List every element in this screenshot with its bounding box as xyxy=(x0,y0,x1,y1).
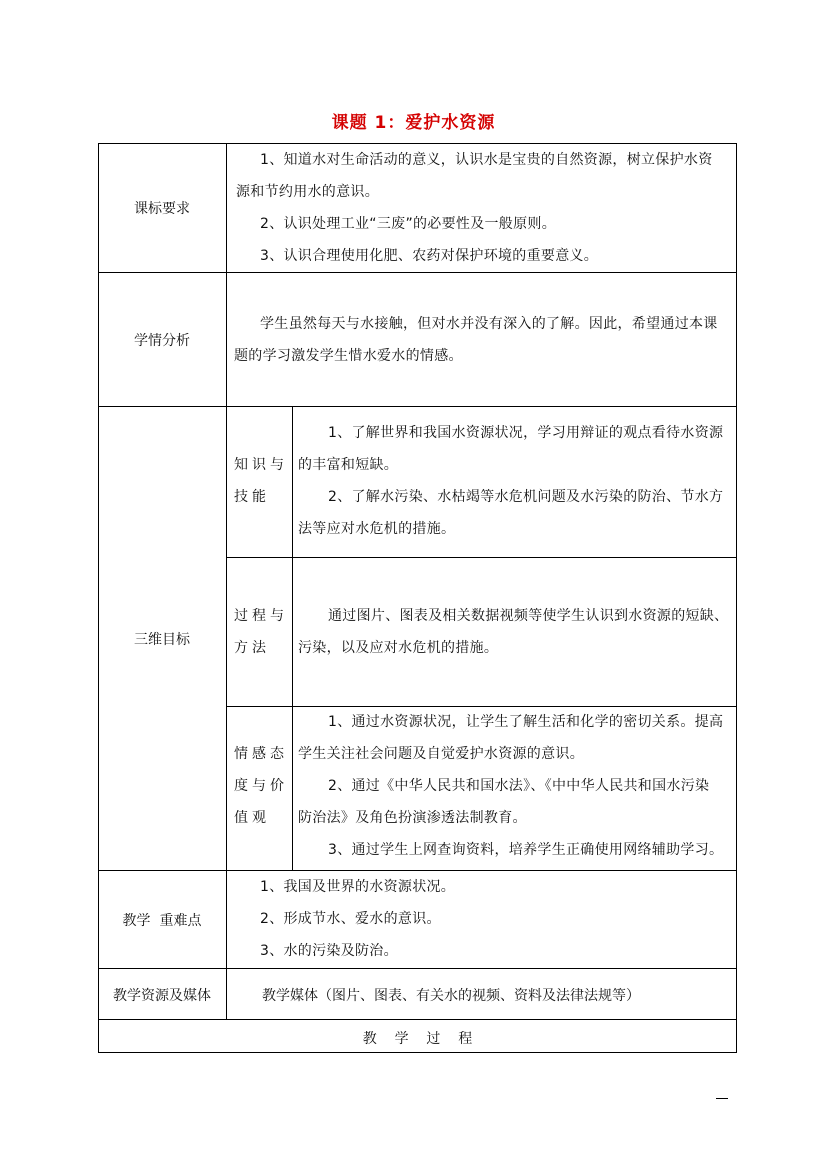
goals-label: 三维目标 xyxy=(134,632,190,648)
learner-label: 学情分析 xyxy=(134,333,190,349)
key-point-line: 3、水的污染及防治。 xyxy=(260,943,398,959)
knowledge-content xyxy=(298,417,734,545)
emotion-line: 1、通过水资源状况，让学生了解生活和化学的密切关系。提高 xyxy=(328,714,724,730)
curriculum-line: 3、认识合理使用化肥、农药对保护环境的重要意义。 xyxy=(260,248,599,264)
emotion-line: 3、通过学生上网查询资料，培养学生正确使用网络辅助学习。 xyxy=(328,842,724,858)
curriculum-line: 1、知道水对生命活动的意义，认识水是宝贵的自然资源，树立保护水资 xyxy=(260,152,713,168)
learner-line: 题的学习激发学生惜水爱水的情感。 xyxy=(234,348,463,364)
process-label-line: 方法 xyxy=(234,640,270,656)
key-points-content xyxy=(260,871,730,967)
resources-label: 教学资源及媒体 xyxy=(113,988,211,1004)
page-title: 课题 1：爱护水资源 xyxy=(331,113,496,133)
emotion-line: 2、通过《中华人民共和国水法》、《中中华人民共和国水污染 xyxy=(328,778,710,794)
page-mark xyxy=(716,1098,728,1099)
process-header: 教 学 过 程 xyxy=(362,1031,473,1047)
knowledge-label xyxy=(234,449,288,513)
knowledge-line: 的丰富和短缺。 xyxy=(298,457,399,473)
process-line: 污染，以及应对水危机的措施。 xyxy=(298,640,499,656)
curriculum-line: 源和节约用水的意识。 xyxy=(236,184,379,200)
learner-content xyxy=(234,308,732,372)
process-label-line: 过程与 xyxy=(234,608,288,624)
knowledge-line: 1、了解世界和我国水资源状况，学习用辩证的观点看待水资源 xyxy=(328,425,724,441)
process-label xyxy=(234,600,288,664)
knowledge-label-line: 知识与 xyxy=(234,457,288,473)
knowledge-line: 2、了解水污染、水枯竭等水危机问题及水污染的防治、节水方 xyxy=(328,489,724,505)
curriculum-content xyxy=(236,144,732,272)
emotion-label-line: 值观 xyxy=(234,810,270,826)
emotion-content xyxy=(298,706,734,866)
key-point-line: 2、形成节水、爱水的意识。 xyxy=(260,911,441,927)
knowledge-label-line: 技能 xyxy=(234,489,270,505)
key-points-label: 教学 重难点 xyxy=(122,913,202,929)
emotion-label-line: 度与价 xyxy=(234,778,288,794)
emotion-line: 防治法》及角色扮演渗透法制教育。 xyxy=(298,810,527,826)
process-content xyxy=(298,600,734,664)
emotion-label xyxy=(234,738,288,834)
resources-content: 教学媒体（图片、图表、有关水的视频、资料及法律法规等） xyxy=(262,988,640,1004)
key-point-line: 1、我国及世界的水资源状况。 xyxy=(260,879,456,895)
learner-line: 学生虽然每天与水接触，但对水并没有深入的了解。因此，希望通过本课 xyxy=(260,316,718,332)
emotion-label-line: 情感态 xyxy=(234,746,288,762)
curriculum-line: 2、认识处理工业“三废”的必要性及一般原则。 xyxy=(260,216,557,232)
emotion-line: 学生关注社会问题及自觉爱护水资源的意识。 xyxy=(298,746,584,762)
knowledge-line: 法等应对水危机的措施。 xyxy=(298,521,456,537)
process-line: 通过图片、图表及相关数据视频等使学生认识到水资源的短缺、 xyxy=(328,608,729,624)
curriculum-label: 课标要求 xyxy=(134,201,190,217)
